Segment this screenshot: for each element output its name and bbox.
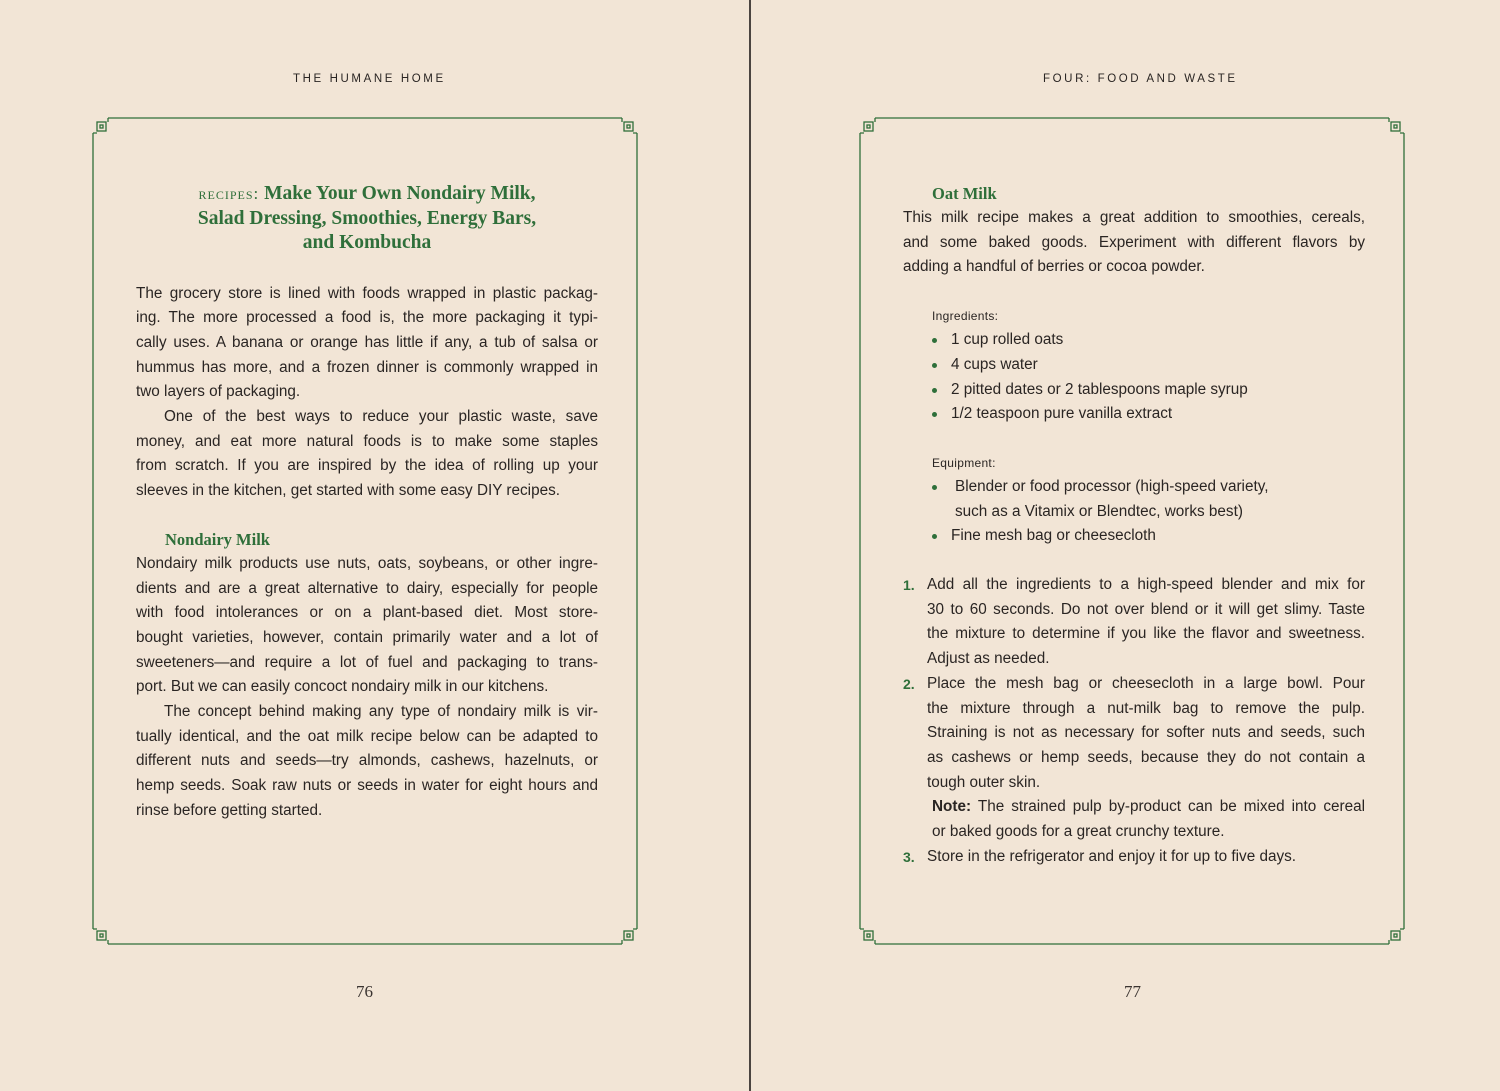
oat-milk-intro [903,206,1365,280]
left-page [0,0,749,1091]
text-line: as cashews or hemp seeds, because they do not contain a [927,748,1365,766]
text-line: port. But we can easily concoct nondairy milk in our kitchens. [136,678,549,696]
step-number: 3. [903,848,915,865]
text-line: The concept behind making any type of nondairy milk is vir- [164,703,598,721]
list-item [932,402,1365,427]
equipment-label: Equipment: [932,455,996,470]
text-line: One of the best ways to reduce your plastic waste, save [164,408,598,426]
text-line: hemp seeds. Soak raw nuts or seeds in water for eight hours and [136,777,598,795]
step-number: 1. [903,577,915,594]
page-number: 76 [356,982,373,1001]
list-item [932,353,1365,378]
step-item [903,672,1365,845]
heading-line-2: Salad Dressing, Smoothies, Energy Bars, [197,207,537,229]
text-line: rinse before getting started. [136,801,323,819]
note-text: or baked goods for a great crunchy texture. [932,823,1225,841]
list-item [932,328,1365,353]
ingredients-list [903,328,1365,427]
step-item [903,573,1365,672]
equipment-list [903,475,1365,549]
text-line: the mixture through a nut-milk bag to remove the pulp. [927,699,1365,717]
note-label: Note: [932,798,972,816]
ingredient-text: 1 cup rolled oats [951,331,1064,349]
nondairy-milk-subhead: Nondairy Milk [165,529,270,549]
text-line: Place the mesh bag or cheesecloth in a large bowl. Pour [927,674,1365,692]
bullet-icon [932,534,937,539]
text-line: two layers of packaging. [136,383,301,401]
text-line: Straining is not as necessary for softer nuts and seeds, such [927,724,1365,742]
text-line: sweeteners—and require a lot of fuel and packaging to trans- [136,653,598,671]
page-number: 77 [1124,982,1141,1001]
text-line: with food intolerances or on a plant-based diet. Most store- [136,604,598,622]
text-line: tough outer skin. [927,773,1041,791]
step-number: 2. [903,675,915,692]
heading-line-1: Make Your Own Nondairy Milk, [264,183,536,204]
list-item [932,475,1365,524]
ingredient-text: 4 cups water [951,355,1038,373]
bullet-icon [932,412,937,417]
milk-paragraph-2 [136,700,598,824]
list-item [932,524,1365,549]
intro-paragraph-1 [136,282,598,406]
text-line: The grocery store is lined with foods wrapped in plastic packag- [136,284,598,302]
text-line: Nondairy milk products use nuts, oats, soybeans, or other ingre- [136,554,598,572]
ingredient-text: 2 pitted dates or 2 tablespoons maple syrup [951,380,1248,398]
text-line: money, and eat more natural foods is to make some staples [136,432,598,450]
ingredients-label: Ingredients: [932,309,999,324]
intro-paragraph-2 [136,405,598,504]
text-line: dients and are a great alternative to dairy, especially for people [136,579,598,597]
running-head: THE HUMANE HOME [293,73,446,85]
text-line: bought varieties, however, contain primarily water and a lot of [136,628,598,646]
text-line: adding a handful of berries or cocoa powder. [903,258,1205,276]
ingredient-text: 1/2 teaspoon pure vanilla extract [951,405,1173,423]
steps-list [903,573,1365,869]
right-text-block [903,182,1365,869]
text-line: Store in the refrigerator and enjoy it for up to five days. [927,847,1297,865]
text-line: cally uses. A banana or orange has little if any, a tub of salsa or [136,333,598,351]
text-line: different nuts and seeds—try almonds, cashews, hazelnuts, or [136,752,598,770]
bullet-icon [932,363,937,368]
left-text-block [136,182,598,824]
text-line: ing. The more processed a food is, the more packaging it typi- [136,309,598,327]
bullet-icon [932,338,937,343]
equipment-text: such as a Vitamix or Blendtec, works best) [955,502,1243,520]
text-line: the mixture to determine if you like the flavor and sweetness. [927,625,1365,643]
running-head: FOUR: FOOD AND WASTE [1043,73,1238,85]
text-line: tually identical, and the oat milk recipe below can be adapted to [136,727,598,745]
recipes-label: recipes: [198,184,260,203]
step-item [903,845,1365,870]
text-line: Adjust as needed. [927,650,1050,668]
equipment-text: Fine mesh bag or cheesecloth [951,527,1156,545]
bullet-icon [932,388,937,393]
equipment-text: Blender or food processor (high-speed variety, [955,477,1269,495]
right-page [751,0,1500,1091]
text-line: sleeves in the kitchen, get started with some easy DIY recipes. [136,482,560,500]
recipes-heading [136,182,598,256]
milk-paragraph-1 [136,552,598,700]
text-line: from scratch. If you are inspired by the idea of rolling up your [136,457,598,475]
oat-milk-subhead: Oat Milk [932,184,997,203]
note-line [927,795,1365,820]
bullet-icon [932,485,937,490]
text-line: This milk recipe makes a great addition to smoothies, cereals, [903,209,1365,226]
note-text: The strained pulp by-product can be mixed into cereal [977,798,1366,816]
list-item [932,378,1365,403]
text-line: 30 to 60 seconds. Do not over blend or it will get slimy. Taste [927,600,1365,618]
text-line: hummus has more, and a frozen dinner is commonly wrapped in [136,358,598,376]
text-line: and some baked goods. Experiment with different flavors by [903,233,1365,251]
heading-line-3: and Kombucha [302,232,432,253]
text-line: Add all the ingredients to a high-speed blender and mix for [927,576,1365,594]
